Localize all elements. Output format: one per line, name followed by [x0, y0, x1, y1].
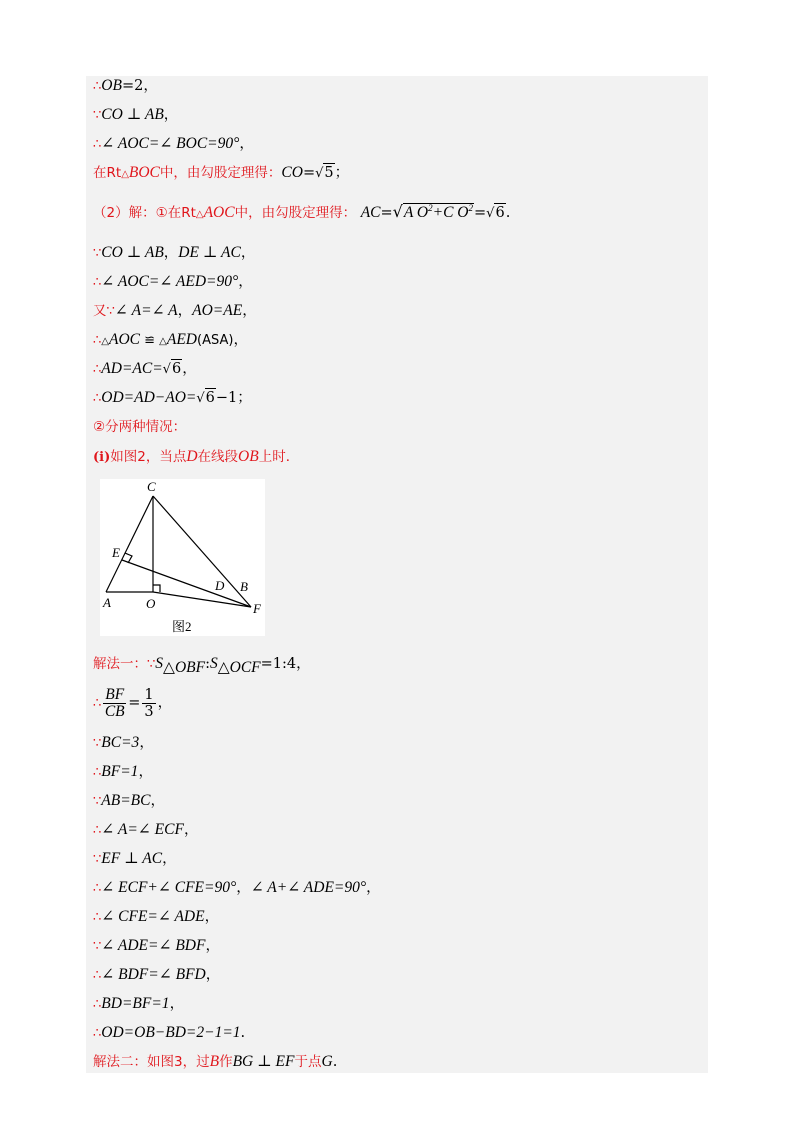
fraction-bf-cb: $\frac{BF}{CB}$ [104, 685, 125, 720]
proof-line-22: ∴∠ CFE=∠ ADE， [93, 908, 220, 925]
proof-line-6: ∵CO ⊥ AB，DE ⊥ AC， [93, 244, 256, 261]
label-O: O [146, 596, 156, 611]
right-angle-O [153, 585, 160, 592]
fraction-1-3: $\frac{1}{3}$ [144, 686, 154, 720]
proof-line-12: ②分两种情况： [93, 419, 187, 435]
proof-line-19: ∴∠ A=∠ ECF， [93, 821, 199, 838]
proof-line-17: ∴BF=1， [93, 763, 153, 780]
label-A: A [103, 595, 111, 610]
proof-line-5: （2）解：①在Rt△AOC中，由勾股定理得： AC=√A $O^2+C$ $O^2=√6$. [93, 202, 511, 221]
label-D: D [215, 578, 225, 593]
proof-line-4: 在Rt△BOC中，由勾股定理得：CO=√5； [93, 164, 350, 181]
proof-line-21: ∴∠ ECF+∠ CFE=90°，∠ A+∠ ADE=90°， [93, 879, 381, 896]
figure-2 [100, 479, 265, 636]
proof-line-8: 又∵∠ A=∠ A，AO=AE， [93, 302, 257, 319]
proof-line-1: ∴OB=2， [93, 77, 158, 94]
proof-line-20: ∵EF ⊥ AC， [93, 850, 177, 867]
proof-line-15: ∴ $\frac{BF}{CB}$ = $\frac{1}{3}$ ， [93, 685, 173, 720]
proof-line-16: ∵BC=3， [93, 734, 154, 751]
label-C: C [147, 479, 156, 494]
proof-line-27: 解法二：如图3，过B作BG ⊥ EF于点G. [93, 1053, 338, 1070]
proof-line-10: ∴AD=AC=√6， [93, 360, 197, 377]
triangle-diagram [100, 479, 265, 636]
proof-line-2: ∵CO ⊥ AB， [93, 106, 179, 123]
proof-line-25: ∴BD=BF=1， [93, 995, 185, 1012]
label-E: E [112, 545, 120, 560]
proof-line-13: (i)如图2，当点D在线段OB上时． [93, 448, 300, 465]
proof-line-11: ∴OD=AD−AO=√6−1； [93, 389, 252, 406]
proof-line-7: ∴∠ AOC=∠ AED=90°， [93, 273, 253, 290]
proof-line-9: ∴△AOC ≌ △AED(ASA)， [93, 331, 248, 348]
proof-line-24: ∴∠ BDF=∠ BFD， [93, 966, 221, 983]
segment-CF [153, 496, 251, 607]
proof-line-23: ∵∠ ADE=∠ BDF， [93, 937, 220, 954]
proof-line-18: ∵AB=BC， [93, 792, 165, 809]
segment-CA [106, 496, 153, 592]
proof-line-26: ∴OD=OB−BD=2−1=1. [93, 1024, 246, 1041]
proof-line-3: ∴∠ AOC=∠ BOC=90°， [93, 135, 254, 152]
figure-caption: 图2 [172, 619, 192, 634]
proof-line-14: 解法一：$\because S_{\triangle OBF}:S_{\triangle OCF}=1:4$， [93, 655, 311, 676]
segment-OF [153, 592, 251, 607]
label-F: F [253, 601, 261, 616]
label-B: B [240, 579, 248, 594]
segment-EF [122, 560, 251, 607]
